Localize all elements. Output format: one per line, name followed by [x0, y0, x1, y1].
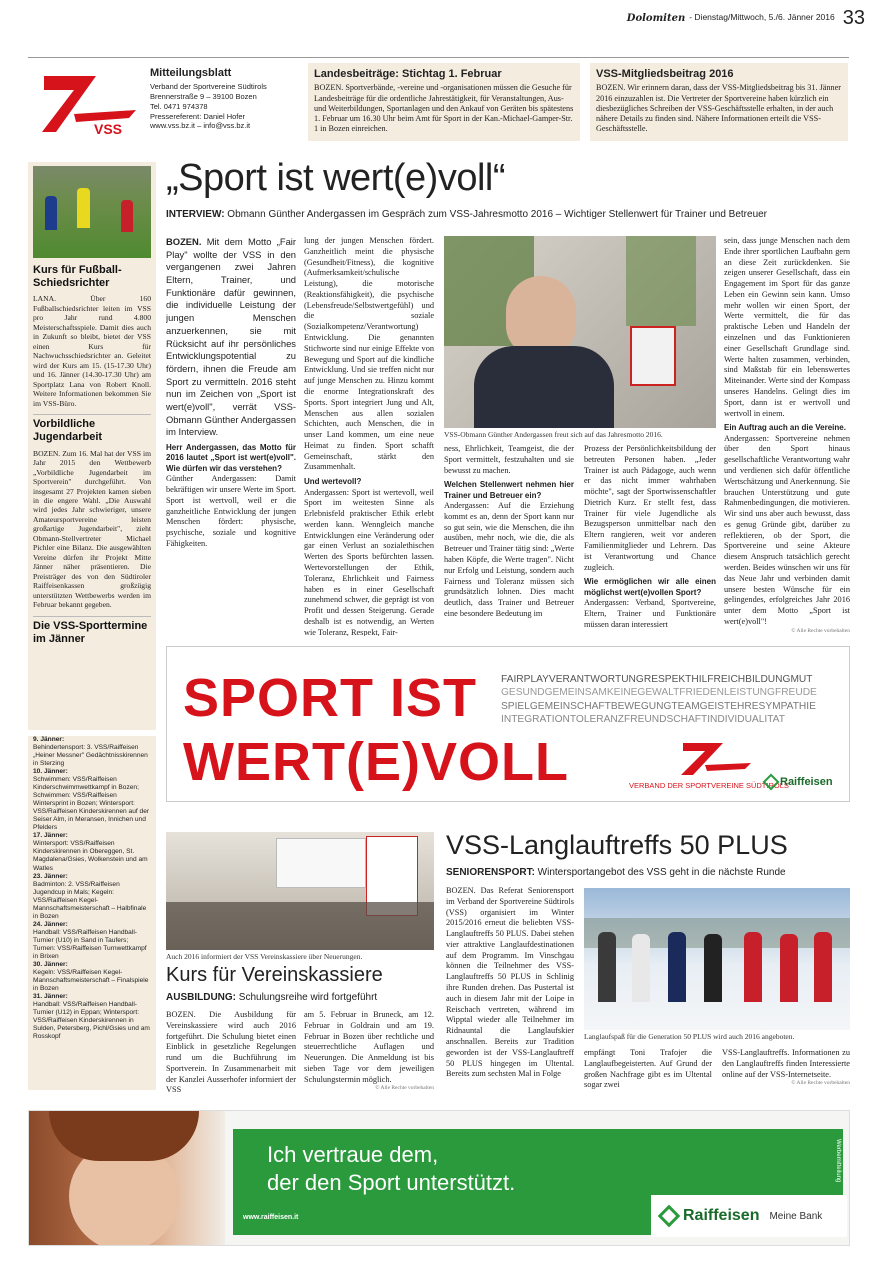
main-headline: „Sport ist wert(e)voll“: [166, 157, 505, 199]
mitteilung-line: Tel. 0471 974378: [150, 101, 208, 111]
banner-line2: WERT(E)VOLL: [183, 732, 569, 792]
kassiere-col-1: BOZEN. Die Ausbildung für Vereinskassiere wird auch 2016 fortgeführt. Die Schulung bietet einen Einblick in gesetzliche Regelungen rund um die Buchführung im Sportverein. In Zusammenarbeit mit der Kanzlei Ausserhofer informiert der VSS: [166, 1010, 296, 1095]
termin-item: 24. Jänner: Handball: VSS/Raiffeisen Handball-Turnier (U10) in Sand in Taufers; Turnen: VSS/Raiffeisen Turnwettkampf in Brixen: [33, 920, 147, 960]
page-number: 33: [842, 7, 865, 29]
ad-line1: Ich vertraue dem,: [267, 1142, 439, 1167]
interview-col-5: sein, dass junge Menschen nach dem Ende ihrer sportlichen Laufbahn gern an diese Zeit zurückdenken. Sie zeigen unserer Gesellschaft, dass ein Engagement im Sport für das ganze Leben ein Gewinn sein kann. Umso mehr wollen wir einen Sport, der Werte vermittelt, die für das praktische Leben und Handeln der einzelnen und das Funktionieren einer Gesellschaft Grundlage sind. Werte halten zusammen, verbinden, sind Maßstab für ein lebenswertes Miteinander. Werte sind der Kompass unseres Handelns. Gelingt dies im Sport, dann ist er wertvoll und wertvoll in einem. Ein Auftrag auch an die Vereine. Andergassen: Sportvereine nehmen über den Sport hinaus gesellschaftliche Verantwortung wahr und verdienen sich dafür öffentliche Wertschätzung und Anerkennung. Sie brauchen Unterstützung und gute Rahmenbedingungen, die motivieren. Wir sind uns aber auch bewusst, dass es genug Gründe gibt, darüber zu reflektieren, ob der Sport, die Sportvereine und seine Akteure diesem Anspruch tatsächlich gerecht werden. Beides wünschen wir uns für das Neue Jahr und verbinden damit unsere besten Wünsche für ein gelingendes, erfolgreiches Jahr 2016 unter dem Motto „Sport ist wert(e)voll"! © Alle Rechte vorbehalten: [724, 236, 850, 634]
interview-col-4: Prozess der Persönlichkeitsbildung der betreuten Personen haben. „Jeder Trainer ist auch Pädagoge, auch wenn er das nicht immer wahrhaben möchte", sagt der Sportwissenschaftler Dietrich Kurz. Er stellt fest, dass Trainer für viele Jugendliche als Bezugsperson unmittelbar nach den Eltern rangieren, weit vor anderen Familienmitglieder und Lehrern. Das ist Verantwortung und Chance zugleich. Wie ermöglichen wir alle einen möglichst wert(e)vollen Sport? Andergassen: Verband, Sportvereine, Eltern, Trainer und Funktionäre müssen daran interessiert: [584, 444, 716, 629]
mitteilung-box: [150, 66, 300, 131]
vorbild-text: BOZEN. Zum 16. Mal hat der VSS im Jahr 2015 den Wettbewerb „Vorbildliche Jugendarbeit im Sportverein" durchgeführt. Von insgesamt 27 Projekten kamen sieben in die engere Wahl. „Die Auswahl wird jedes Jahr schwieriger, unsere Amateursportvereine leisten großartige Jugendarbeit", zieht Obmann-Stellvertreter Michael Pichler eine Bilanz. Die ausgewählten Vereine dürfen ihr Projekt Mitte Jänner näher präsentieren. Die Preisträger des von den Südtiroler Raiffeisenkassen großzügig unterstützten Wettbewerbs werden im Februar bekannt gegeben.: [33, 448, 151, 610]
mitteilung-title: Mitteilungsblatt: [150, 67, 232, 79]
banner-line1: SPORT IST: [183, 668, 478, 728]
langlauf-photo: [584, 888, 850, 1030]
kassiere-caption: Auch 2016 informiert der VSS Vereinskassiere über Neuerungen.: [166, 952, 363, 961]
termine-title: Die VSS-Sporttermine im Jänner: [33, 619, 148, 645]
mitteilung-line: Brennerstraße 9 – 39100 Bozen: [150, 92, 257, 102]
svg-text:VSS: VSS: [94, 121, 123, 137]
termin-item: 30. Jänner: Kegeln: VSS/Raiffeisen Kegel-Mannschaftsmeisterschaft – Finalspiele in Bozen: [33, 960, 149, 992]
header-rule: [28, 57, 849, 58]
banner-verband: VERBAND DER SPORTVEREINE SÜDTIROLS: [629, 781, 789, 790]
ad-brand-box: [651, 1195, 847, 1237]
beitrag-box: [590, 63, 848, 141]
kassiere-title: Kurs für Vereinskassiere: [166, 964, 383, 986]
ad-brand: Raiffeisen: [683, 1206, 760, 1224]
issue-date: - Dienstag/Mittwoch, 5./6. Jänner 2016: [689, 12, 835, 23]
lang-col-1: BOZEN. Das Referat Seniorensport im Verband der Sportvereine Südtirols (VSS) organisiert im Winter 2015/2016 erneut die beliebten VSS-Langlauftreffs 50 PLUS. Dabei stehen vier attraktive Langlaufdestinationen auf dem Programm. Im Vinschgau können die Teilnehmer des VSS-Langlauftreffs 50 PLUS in Schlinig ihre Runden drehen. Das Pustertal ist auch in diesem Jahr mit der Loipe in Reischach vertreten, während im Wipptal wieder alle Teilnehmer im Ridnauntal die Langlaufskier anschnallen. Bereits zur Tradition geworden ist der VSS-Langlauftreff 50 PLUS hingegen im Ultental. Bereits zum sechsten Mal in Folge: [446, 886, 574, 1079]
ad-werbemitteilung: Werbemitteilung: [834, 1139, 841, 1183]
kassiere-subline: AUSBILDUNG: Schulungsreihe wird fortgeführt: [166, 992, 378, 1003]
vss-logo: [34, 66, 144, 138]
lang-title: VSS-Langlauftreffs 50 PLUS: [446, 830, 788, 860]
andergassen-caption: VSS-Obmann Günther Andergassen freut sich auf das Jahresmotto 2016.: [444, 430, 663, 439]
ad-portrait: [29, 1111, 225, 1246]
mitteilung-line: Pressereferent: Daniel Hofer: [150, 111, 246, 121]
beitrag-title: VSS-Mitgliedsbeitrag 2016: [596, 68, 734, 80]
landes-text: BOZEN. Sportverbände, -vereine und -organisationen müssen die Gesuche für Landesbeiträge für die ordentliche Jahrestätigkeit, für Veranstaltungen, Aus- und Weiterbildungen, Sportanlagen und den Ankauf von Geräten bis spätestens 1. Februar um 16.30 Uhr beim Amt für Sport in der Kan.-Michael-Gamper-Str. 1 in Bozen einreichen.: [314, 83, 574, 134]
mitteilung-line: Verband der Sportvereine Südtirols: [150, 82, 267, 92]
termin-item: 31. Jänner: Handball: VSS/Raiffeisen Handball-Turnier (U12) in Eppan; Wintersport: VSS/Raiffeisen Kinderskirennen in Sulden, Petersberg, Pichl/Gsies und am Rosskopf: [33, 993, 150, 1041]
landes-box: [308, 63, 580, 141]
termin-item: 17. Jänner: Wintersport: VSS/Raiffeisen Kinderskirennen in Obereggen, St. Magdalena/Gsies, Wolkenstein und am Watles: [33, 832, 148, 872]
main-subline: INTERVIEW: Obmann Günther Andergassen im Gespräch zum VSS-Jahresmotto 2016 – Wichtiger Stellenwert für Trainer und Betreuer: [166, 209, 768, 220]
ad-line2: der den Sport unterstützt.: [267, 1170, 516, 1195]
landes-title: Landesbeiträge: Stichtag 1. Februar: [314, 68, 502, 80]
ad-slogan: Meine Bank: [769, 1210, 823, 1222]
termin-item: 23. Jänner: Badminton: 2. VSS/Raiffeisen Jugendcup in Mals; Kegeln: VSS/Raiffeisen Kegel-Mannschaftsmeisterschaft – Halbfinale in Bozen: [33, 872, 147, 920]
termin-item: 9. Jänner: Behindertensport: 3. VSS/Raiffeisen „Heiner Messner" Gedächtnisskirennen in Sterzing: [33, 736, 148, 768]
kurs-schiri-text: LANA. Über 160 Fußballschiedsrichter leiten im VSS pro Jahr rund 4.800 Meisterschaftsspiele. Damit dies auch in Zukunft so bleibt, bietet der VSS einen Kurs für Nachwuchsschiedsrichter an. Geleitet wird der Kurs am 15. (15-17.30 Uhr) und 16. Jänner (14.30-17.30 Uhr) am Sportplatz Lana von Robert Knoll. Weitere Informationen bekommen Sie im VSS-Büro.: [33, 294, 151, 408]
sidebar: [28, 162, 156, 730]
kurs-schiri-title: Kurs für Fußball-Schiedsrichter: [33, 264, 122, 290]
interview-col-1: BOZEN. Mit dem Motto „Fair Play" wollte der VSS in den vergangenen zwei Jahren Eltern, Trainer, und Funktionäre dafür gewinnen, die individuelle Leistung der jungen Menschen anzuerkennen, sie mit Rücksicht auf ihr persönliches Entwicklungspotential zu fördern, ihnen die Freude am Sport zu vermitteln. 2016 steht nun im Zeichen von „Sport ist wert(e)voll", verrät VSS-Obmann Günther Andergassen im Interview. Herr Andergassen, das Motto für 2016 lautet „Sport ist wert(e)voll". Wie dürfen wir das verstehen? Günther Andergassen: Damit bekräftigen wir unsere Werte im Sport. Sport ist wertvoll, weil er die ganzheitliche Entwicklung der jungen Menschen fördert: physische, psychische, soziale und kognitive Fähigkeiten.: [166, 236, 296, 548]
banner-raiffeisen: Raiffeisen: [765, 775, 833, 789]
masthead: Dolomiten: [626, 12, 686, 24]
kassiere-photo: [166, 832, 434, 950]
referee-photo: [33, 166, 151, 258]
raiffeisen-gable-icon: [658, 1205, 681, 1228]
vorbild-title: Vorbildliche Jugendarbeit: [33, 418, 103, 444]
andergassen-photo: [444, 236, 716, 428]
interview-col-3: ness, Ehrlichkeit, Teamgeist, die der Sport vermittelt, festzuhalten und sie bewusst zu machen. Welchen Stellenwert nehmen hier Trainer und Betreuer ein? Andergassen: Auf die Erziehung kommt es an, denn der Sport kann nur so gut sein, wie die Menschen, die ihn ausüben, mehr noch, wie die, die als Betreuer und Trainer tätig sind: „Werte haben Köpfe, die Werte tragen". Nicht nur Erfolg und Leistung, sondern auch Fairness und Toleranz müssen sich grundsätzlich lohnen. Dies macht deutlich, dass Trainer und Betreuer eine besondere Bedeutung im: [444, 444, 574, 618]
termin-item: 10. Jänner: Schwimmen: VSS/Raiffeisen Kinderschwimmwettkampf in Bozen; Schwimmen: VSS/Raiffeisen Wintersprint in Bozen; Wintersport: VSS/Raiffeisen Kinderskirennen auf der Seiser Alm, in Meransen, Innichen und Pfelders: [33, 768, 150, 832]
beitrag-text: BOZEN. Wir erinnern daran, dass der VSS-Mitgliedsbeitrag bis 31. Jänner 2016 einzuzahlen ist. Die Vertreter der Sportvereine haben kürzlich ein diesbezügliches Schreiben der VSS-Geschäftsstelle erhalten, in der auch nähere Details zu finden sind. Nähere Informationen erteilt die VSS-Geschäftsstelle.: [596, 83, 841, 134]
lang-col-2: empfängt Toni Trafojer die Langlaufbegeisterten. Auf Grund der großen Nachfrage gibt es im Ultental sogar zwei: [584, 1048, 712, 1090]
banner-vss-logo: [675, 739, 755, 779]
termine-list: [28, 736, 156, 1090]
ad-url[interactable]: www.raiffeisen.it: [243, 1214, 299, 1221]
lang-col-3: VSS-Langlauftreffs. Informationen zu den Langlauftreffs finden Interessierte online auf der VSS-Internetseite. © Alle Rechte vorbehalten: [722, 1048, 850, 1087]
lang-subline: SENIORENSPORT: Wintersportangebot des VSS geht in die nächste Runde: [446, 867, 786, 878]
raiffeisen-gable-icon: [763, 774, 780, 791]
banner-wordcloud: FAIRPLAYVERANTWORTUNGRESPEKTHILFREICHBILDUNGMUT GESUNDGEMEINSAMKEINEGEWALTFRIEDENLEISTUNGFREUDE SPIELGEMEINSCHAFTBEWEGUNGTEAMGEISTEHRESYMPATHIE INTEGRATIONTOLERANZFREUNDSCHAFTINDIVIDUALITAT: [501, 674, 817, 725]
raiffeisen-ad: [28, 1110, 850, 1246]
kassiere-col-2: am 5. Februar in Bruneck, am 12. Februar in Goldrain und am 19. Februar in Bozen über rechtliche und steuerrechtliche Auflagen und Neuerungen. Die Anmeldung ist bis sieben Tage vor dem jeweiligen Schulungstermin möglich. © Alle Rechte vorbehalten: [304, 1010, 434, 1092]
langlauf-caption: Langlaufspaß für die Generation 50 PLUS wird auch 2016 angeboten.: [584, 1032, 795, 1041]
motto-banner: [166, 646, 850, 802]
mitteilung-line: www.vss.bz.it – info@vss.bz.it: [150, 121, 251, 131]
interview-col-2: lung der jungen Menschen fördert. Ganzheitlich meint die physische (Gesundheit/Fitness), die kognitive (Aufmerksamkeit/schulische Leistung), die motorische (Reaktionsfähigkeit), die psychische (Lebensfreude/Selbstwertgefühl) und die soziale (Sozialkompetenz/Verantwortung) Entwicklung. Die genannten Stichworte sind nur einige Effekte von Bewegung und Sport auf die kindliche Entwicklung. Und sie treffen nicht nur auf junge Menschen zu. Hinzu kommt die enorme Integrationskraft des Sports. Sport integriert Jung und Alt, Menschen aus allen sozialen Schichten, auch Menschen, die in unser Land kommen, um eine neue Heimat zu finden. Sport schafft Gemeinschaft, stärkt den Zusammenhalt. Und wertevoll? Andergassen: Sport ist wertevoll, weil Sport im weitesten Sinne als Erlebnisfeld praktischer Ethik erlebt werden kann. Wenngleich manche Entwicklungen eine Veränderung oder gar einen Verlust an sozialethischen Werten des Sports befürchten lassen. Wertevorstellungen der Ethik, Toleranz, Ehrlichkeit und Fairness haben es in einer Gesellschaft zunehmend schwer, die geprägt ist von Profit und dessen Steigerung. Gerade deshalb ist es notwendig, an Werten wie Toleranz, Respekt, Fair-: [304, 236, 434, 636]
